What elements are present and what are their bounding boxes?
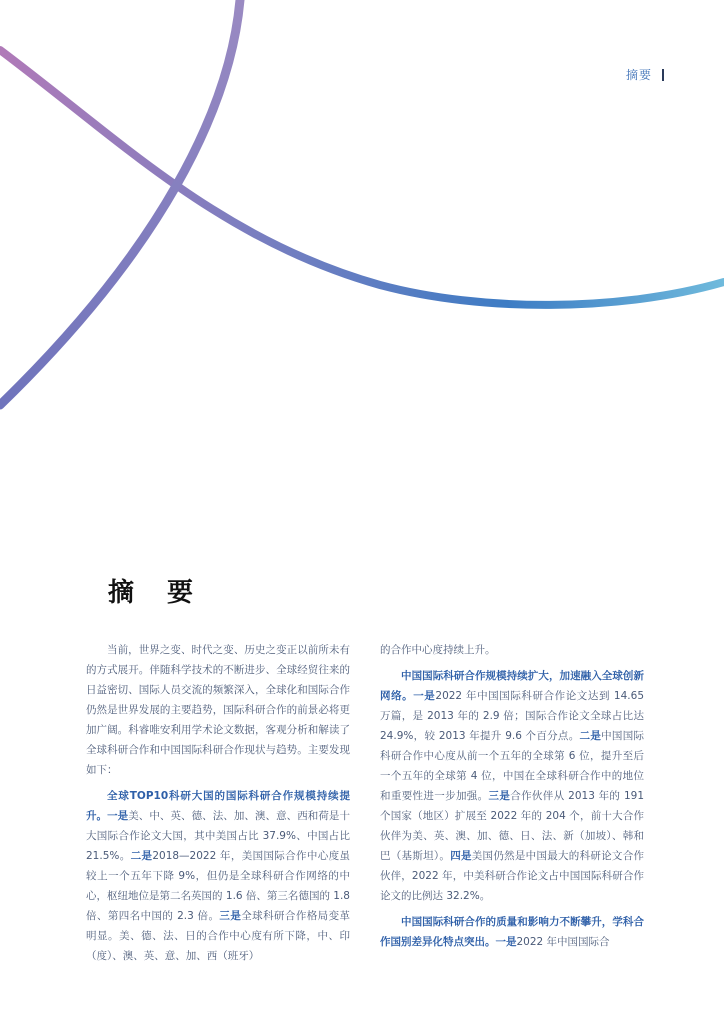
header-divider xyxy=(662,69,664,81)
bold-lead: 一是 xyxy=(107,810,129,822)
bold-lead: 二是 xyxy=(130,850,153,862)
bold-lead: 三是 xyxy=(488,790,511,802)
running-header xyxy=(626,66,664,83)
bold-lead: 三是 xyxy=(219,910,242,922)
bold-heading: 中国国际科研合作规模持续扩大，加速融入全球创新网络。 xyxy=(380,670,644,702)
bold-lead: 一是 xyxy=(495,936,517,948)
left-column xyxy=(86,640,350,970)
paragraph xyxy=(380,666,644,906)
paragraph: 的合作中心度持续上升。 xyxy=(380,644,496,656)
text: 美、中、英、德、法、加、澳、意、西和荷是十大国际合作论文大国，其中美国占比 37.9%、中国占比 21.5%。 xyxy=(86,810,350,862)
bold-heading: 中国国际科研合作的质量和影响力不断攀升，学科合作国别差异化特点突出。 xyxy=(380,916,644,948)
text: 2018—2022 年，美国国际合作中心度虽较上一个五年下降 9%，但仍是全球科研合作网络的中心，枢纽地位是第二名英国的 1.6 倍、第三名德国的 1.8 倍、第四名中国的 2.3 倍。 xyxy=(86,850,351,922)
text: 2022 年中国国际科研合作论文达到 14.65 万篇，是 2013 年的 2.9 倍；国际合作论文全球占比达 24.9%，较 2013 年提升 9.6 个百分点。 xyxy=(380,690,644,742)
bold-heading: 全球TOP10科研大国的国际科研合作规模持续提升。 xyxy=(86,790,350,822)
text: 中国国际科研合作中心度从前一个五年的全球第 6 位，提升至后一个五年的全球第 4 位，中国在全球科研合作中的地位和重要性进一步加强。 xyxy=(380,730,645,802)
paragraph: 当前，世界之变、时代之变、历史之变正以前所未有的方式展开。伴随科学技术的不断进步、全球经贸往来的日益密切、国际人员交流的频繁深入，全球化和国际合作仍然是世界发展的主要趋势，国际科研合作的前景必将更加广阔。科睿唯安利用学术论文数据，客观分析和解读了全球科研合作和中国国际科研合作现状与趋势。主要发现如下： xyxy=(86,644,350,776)
paragraph xyxy=(86,786,350,966)
text: 合作伙伴从 2013 年的 191 个国家（地区）扩展至 2022 年的 204 个，前十大合作伙伴为美、英、澳、加、德、日、法、新（加坡）、韩和巴（基斯坦）。 xyxy=(380,790,645,862)
page-title: 摘 要 xyxy=(108,578,206,608)
bold-lead: 一是 xyxy=(413,690,436,702)
bold-lead: 二是 xyxy=(579,730,602,742)
bold-lead: 四是 xyxy=(450,850,472,862)
paragraph xyxy=(380,912,644,952)
header-title: 摘要 xyxy=(625,68,652,82)
text: 美国仍然是中国最大的科研论文合作伙伴，2022 年，中美科研合作论文占中国国际科研合作论文的比例达 32.2%。 xyxy=(380,850,644,902)
text: 全球科研合作格局变革明显。美、德、法、日的合作中心度有所下降，中、印（度）、澳、英、意、加、西（班牙） xyxy=(86,910,351,962)
right-column xyxy=(380,640,644,956)
arc-large xyxy=(0,50,724,305)
text: 2022 年中国国际合 xyxy=(516,936,610,948)
